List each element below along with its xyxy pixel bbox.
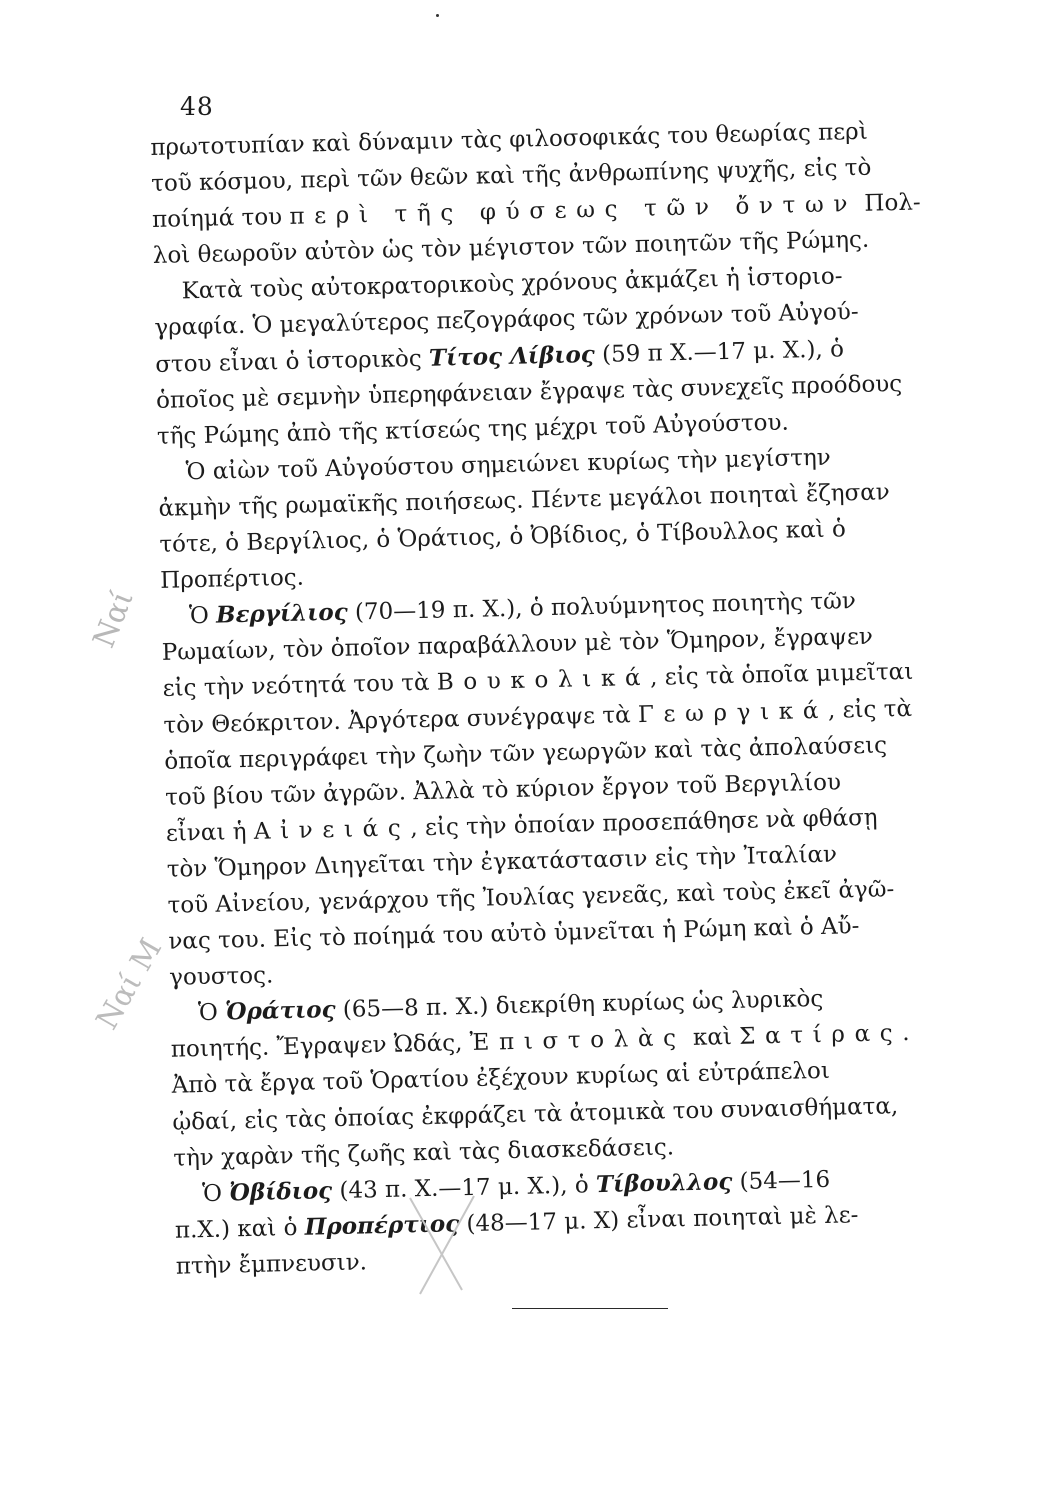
text-segment: εἶναι ἡ <box>165 818 255 847</box>
text-segment: Ὁ <box>188 602 217 630</box>
text-segment: Πολ- <box>856 189 921 218</box>
text-segment: ποιητής. Ἔγραψεν Ὠδάς, <box>170 1030 471 1064</box>
pencil-margin-note-1 <box>72 570 142 660</box>
text-segment: (43 π. Χ.—17 μ. Χ.), ὁ <box>331 1171 597 1204</box>
text-segment: πτὴν ἔμπνευσιν. <box>175 1249 368 1280</box>
spaced-title: Αἰνειάς <box>253 815 411 845</box>
text-segment: πρωτοτυπίαν καὶ δύναμιν τὰς φιλοσοφικάς του θεωρίας περὶ <box>150 118 868 161</box>
text-segment: (59 π Χ.—17 μ. Χ.), ὁ <box>594 335 845 368</box>
svg-text:Ναί: Ναί <box>86 585 141 653</box>
text-segment: , εἰς τὴν ὁποίαν προσεπάθησε νὰ φθάσῃ <box>410 804 878 842</box>
text-segment: Ὁ αἰὼν τοῦ Αὐγούστου σημειώνει κυρίως τὴν μεγίστην <box>185 444 831 486</box>
text-segment: Προπέρτιος. <box>159 564 305 595</box>
text-segment: ᾠδαί, εἰς τὰς ὁποίας ἐκφράζει τὰ ἀτομικὰ του συναισθήματα, <box>172 1092 899 1136</box>
text-segment: Ρωμαίων, τὸν ὁποῖον παραβάλλουν μὲ τὸν Ὅμηρον, ἔγραψεν <box>161 624 874 667</box>
bold-name: Προπέρτιος <box>304 1210 460 1241</box>
text-segment: (70—19 π. Χ.), ὁ πολυύμνητος ποιητὴς τῶν <box>347 588 857 626</box>
bold-name: Ὀβίδιος <box>228 1176 333 1207</box>
bold-name: Βεργίλιος <box>215 598 349 629</box>
text-segment: νας του. Εἰς τὸ ποίημά του αὐτὸ ὑμνεῖται ἡ Ρώμη καὶ ὁ Αὔ- <box>168 913 860 955</box>
page-number: 48 <box>180 92 214 121</box>
spaced-title: Βουκολικά <box>436 665 651 697</box>
speck <box>436 14 439 17</box>
text-segment: τοῦ βίου τῶν ἀγρῶν. Ἀλλὰ τὸ κύριον ἔργον τοῦ Βεργιλίου <box>164 769 842 811</box>
text-segment: (65—8 π. Χ.) διεκρίθη κυρίως ὡς λυρικὸς <box>335 986 824 1024</box>
text-segment: , εἰς τὰ <box>827 695 913 724</box>
svg-text:Ναί Μ: Ναί Μ <box>89 932 170 1036</box>
spaced-title: Γεωργικά <box>637 697 829 728</box>
text-segment: Ἀπὸ τὰ ἔργα τοῦ Ὁρατίου ἐξέχουν κυρίως αἱ εὐτράπελοι <box>171 1058 831 1100</box>
text-segment: γουστος. <box>168 962 274 991</box>
text-segment: , εἰς τὰ ὁποῖα μιμεῖται <box>649 659 914 692</box>
text-segment: (48—17 μ. Χ) εἶναι ποιηταὶ μὲ λε- <box>458 1202 859 1238</box>
text-segment: γραφία. Ὁ μεγαλύτερος πεζογράφος τῶν χρόνων τοῦ Αὐγού- <box>154 299 859 342</box>
bold-name: Ὁράτιος <box>224 996 336 1026</box>
spaced-title: περὶ τῆς φύσεως τῶν ὄντων <box>289 191 858 231</box>
text-segment: καὶ <box>685 1024 740 1052</box>
pencil-margin-note-2 <box>72 930 170 1040</box>
bold-name: Τίτος Λίβιος <box>428 340 596 372</box>
section-rule <box>512 1308 668 1309</box>
text-segment: τὸν Θεόκριτον. Ἀργότερα συνέγραψε τὰ <box>163 701 639 739</box>
text-segment: ὁποῖα περιγράφει τὴν ζωὴν τῶν γεωργῶν καὶ τὰς ἀπολαύσεις <box>164 732 888 775</box>
spaced-title: Σατίρας <box>738 1020 903 1051</box>
text-segment: . <box>901 1020 910 1047</box>
text-segment: λοὶ θεωροῦν αὐτὸν ὡς τὸν μέγιστον τῶν ποιητῶν τῆς Ρώμης. <box>152 226 870 270</box>
text-segment: Κατὰ τοὺς αὐτοκρατορικοὺς χρόνους ἀκμάζει ἡ ἱστοριο- <box>181 263 843 305</box>
text-segment: στου εἶναι ὁ ἱστορικὸς <box>155 345 430 378</box>
text-segment: εἰς τὴν νεότητά του τὰ <box>162 670 438 703</box>
text-segment: τῆς Ρώμης ἀπὸ τῆς κτίσεώς της μέχρι τοῦ Αὐγούστου. <box>156 409 790 450</box>
text-segment: τὴν χαρὰν τῆς ζωῆς καὶ τὰς διασκεδάσεις. <box>173 1134 675 1172</box>
text-segment: τότε, ὁ Βεργίλιος, ὁ Ὁράτιος, ὁ Ὀβίδιος, ὁ Τίβουλλος καὶ ὁ <box>159 516 847 558</box>
text-segment: τὸν Ὅμηρον Διηγεῖται τὴν ἐγκατάστασιν εἰς τὴν Ἰταλίαν <box>166 841 838 883</box>
spaced-title: Ἐπιστολὰς <box>469 1025 686 1057</box>
text-segment: ποίημά του <box>151 204 290 234</box>
text-segment: Ὁ <box>197 999 226 1027</box>
text-segment: τοῦ Αἰνείου, γενάρχου τῆς Ἰουλίας γενεᾶς, καὶ τοὺς ἐκεῖ ἀγῶ- <box>167 876 895 919</box>
text-segment: π.Χ.) καὶ ὁ <box>174 1214 306 1244</box>
text-segment: Ὁ <box>201 1180 230 1207</box>
bold-name: Τίβουλλος <box>595 1167 733 1198</box>
text-segment: ἀκμὴν τῆς ρωμαϊκῆς ποιήσεως. Πέντε μεγάλοι ποιηταὶ ἔζησαν <box>158 479 891 522</box>
text-segment: τοῦ κόσμου, περὶ τῶν θεῶν καὶ τῆς ἀνθρωπίνης ψυχῆς, εἰς τὸ <box>150 154 872 198</box>
text-segment: ὁποῖος μὲ σεμνὴν ὑπερηφάνειαν ἔγραψε τὰς συνεχεῖς προόδους <box>155 370 903 414</box>
body-text <box>150 110 1061 1285</box>
text-segment: (54—16 <box>732 1166 831 1195</box>
